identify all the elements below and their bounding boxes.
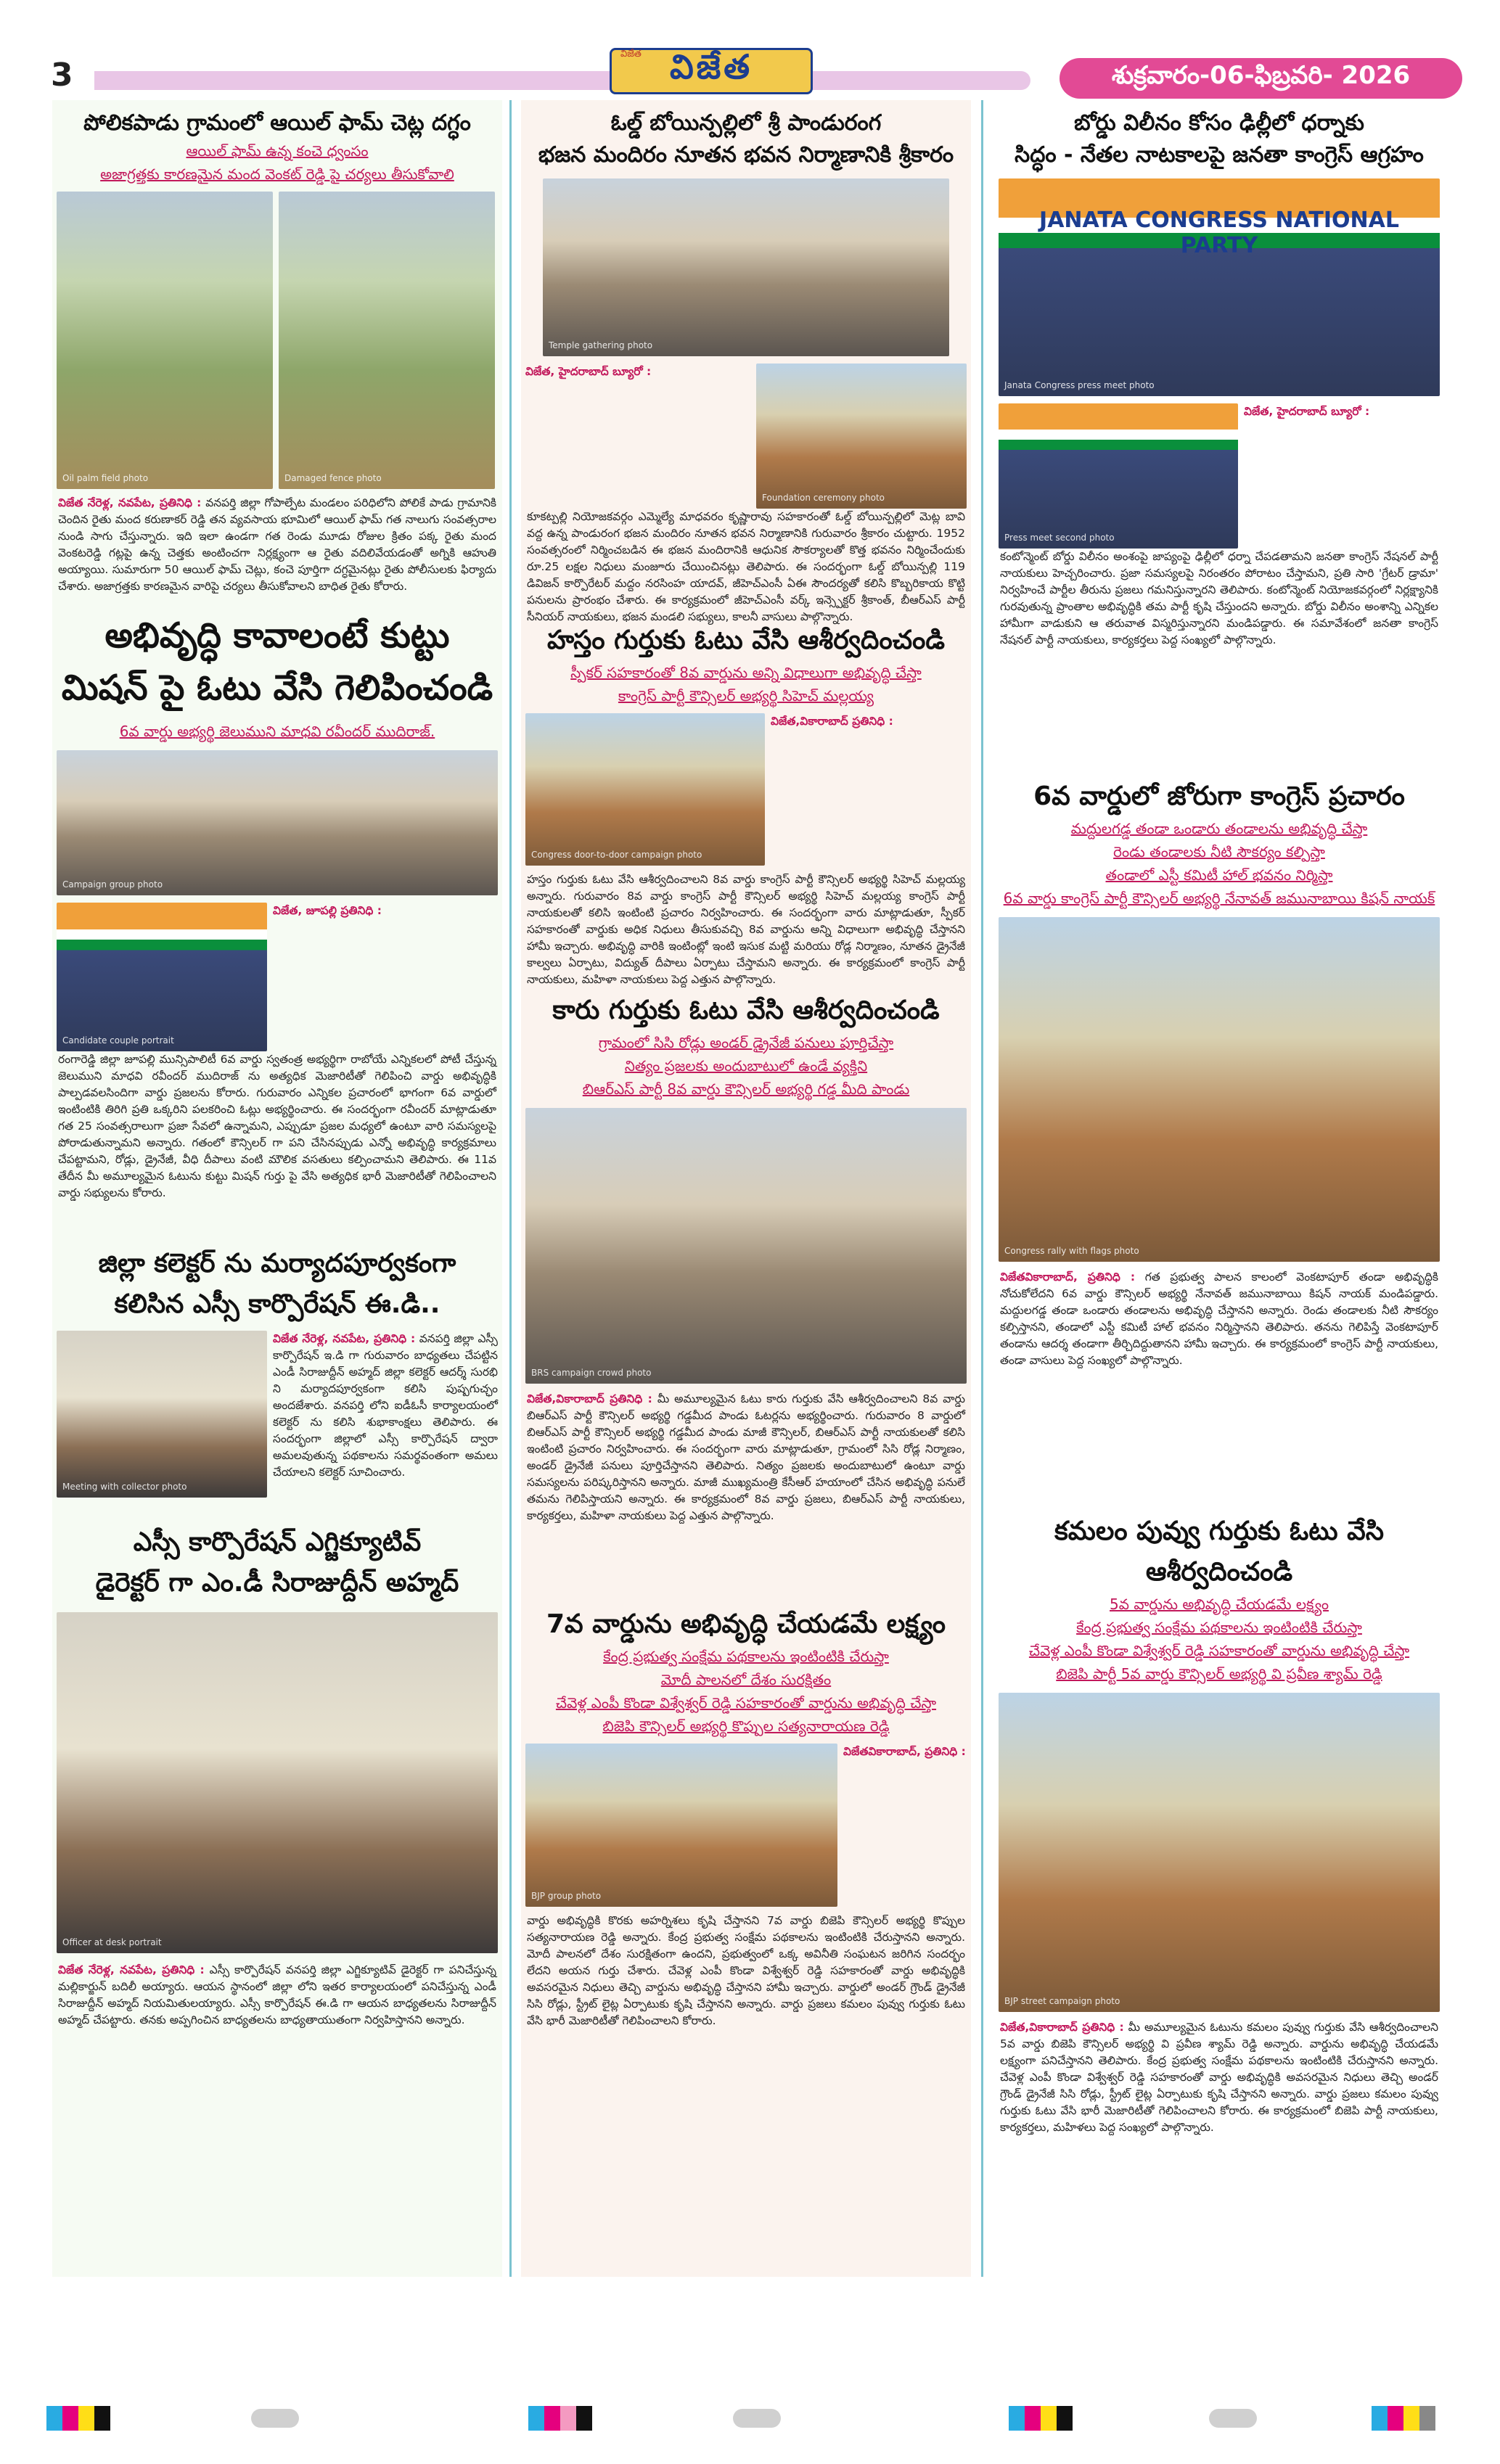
article-body: విజేత నేరెళ్ల, నవపేట, ప్రతినిధి : ఎస్సీ కార్పొరేషన్ వనపర్తి జిల్లా ఎగ్జిక్యూటివ్ డైరెక్టర్ గా పనిచేస్తున్న మల్లికార్జున్ బదిలీ అయ్యారు. ఆయన స్థానంలో జిల్లా లోని ఇతర కార్యాలయంలో పనిచేస్తున్న ఎండీ సిరాజుద్దీన్ అహ్మద్ నియమితులయ్యారు. ఎస్సీ కార్పొరేషన్ ఈ.డి గా ఆయన బాధ్యతలను సిరాజుద్దీన్ అహ్మద్ చేపట్టారు. తనకు అప్పగించిన బాధ్యతలను బాధ్యతాయుతంగా నిర్వహిస్తానని అన్నారు.	[58, 1963, 496, 2026]
article-body-intro	[1244, 403, 1369, 549]
registration-pill	[251, 2409, 299, 2428]
article-body: హస్తం గుర్తుకు ఓటు వేసి ఆశీర్వదించాలని 8వ వార్డు కాంగ్రెస్ పార్టీ కౌన్సిలర్ అభ్యర్థి సిహెచ్ మల్లయ్య అన్నారు. గురువారం 8వ వార్డు కాంగ్రెస్ పార్టీ కౌన్సిలర్ అభ్యర్థి సిహెచ్ మల్లయ్య కాంగ్రెస్ పార్టీ నాయకులతో కలిసి ఇంటింటి ప్రచారం నిర్వహించారు. ఈ సందర్భంగా వారు మాట్లాడుతూ, స్పీకర్ సహకారంతో వార్డుకు అధిక నిధులు తీసుకువచ్చి 8వ వార్డును అన్ని విధాలుగా అభివృద్ధి చేస్తానని హామీ ఇచ్చారు. అభివృద్ధి వారికి ఇంటింట్లో ఇంటి ఇసుక మట్టి మరియు రోడ్ల నిర్మాణం, నూతన డ్రైనేజీ కాల్వలు ఏర్పాటు, విద్యుత్ దీపాలు ఏర్పాటు చేస్తామని అన్నారు. ఈ కార్యక్రమంలో కాంగ్రెస్ పార్టీ నాయకులు, మహిళా నాయకులు పెద్ద ఎత్తున పాల్గొన్నారు.	[527, 873, 965, 986]
subheadline: బిజెపి కౌన్సిలర్ అభ్యర్థి కొప్పుల సత్యనారాయణ రెడ్డి	[602, 1717, 890, 1735]
dateline: విజేత నేరెళ్ల, నవపేట, ప్రతినిధి :	[58, 496, 202, 509]
banner-text: JANATA CONGRESS NATIONAL PARTY	[1039, 208, 1399, 258]
subheadline: 6వ వార్డు కాంగ్రెస్ పార్టీ కౌన్సిలర్ అభ్యర్థి నేనావత్ జమునాబాయి కిషన్ నాయక్	[1003, 890, 1435, 907]
story-sc-corporation-director	[52, 1522, 502, 2049]
article-body: విజేత,వికారాబాద్ ప్రతినిధి : మీ అమూల్యమైన ఓటును కమలం పువ్వు గుర్తుకు వేసి ఆశీర్వదించాలని 5వ వార్డు బిజెపి కౌన్సిలర్ అభ్యర్థి వి ప్రవీణ శ్యామ్ రెడ్డి అన్నారు. వార్డును అభివృద్ధి చేయడమే లక్ష్యంగా పనిచేస్తానని తెలిపారు. కేంద్ర ప్రభుత్వ సంక్షేమ పథకాలను ఇంటింటికి చేరుస్తానని అన్నారు. చేవెళ్ల ఎంపీ కొండా విశ్వేశ్వర్ రెడ్డి సహకారంతో వార్డు అభివృద్ధికి అవసరమైన నిధులు తెచ్చి అండర్ గ్రౌండ్ డ్రైనేజీ సిసి రోడ్లు, స్ట్రీట్ లైట్ల ఏర్పాటుకు కృషి చేస్తానని అన్నారు. వార్డు ప్రజలు కమలం పువ్వు గుర్తుకు ఓటు వేసి భారీ మెజారిటీతో గెలిపించాలని కోరారు. ఈ కార్యక్రమంలో బిజెపి పార్టీ నాయకులు, కార్యకర్తలు, మహిళలు పెద్ద సంఖ్యలో పాల్గొన్నారు.	[1000, 2021, 1438, 2134]
story-car-symbol	[521, 990, 971, 1594]
article-body: రంగారెడ్డి జిల్లా జూపల్లి మున్సిపాలిటీ 6వ వార్డు స్వతంత్ర అభ్యర్థిగా రాబోయే ఎన్నికలలో పోటీ చేస్తున్న జెలుముని మాధవి రవీందర్ ముదిరాజ్ ను అత్యధిక మెజారిటీతో గెలిపించి వార్డు అభివృద్ధికి పాల్పడవలసిందిగా వార్డు ప్రజలను కోరారు. గురువారం ఎన్నికల ప్రచారంలో భాగంగా 6వ వార్డులో ఇంటింటికి తిరిగి ప్రతి ఒక్కరిని పలకరించి ఓట్లు అభ్యర్థించారు. ఈ సందర్భంగా రవీందర్ మాట్లాడుతూ గత 25 సంవత్సరాలుగా ప్రజా సేవలో ఉన్నామని, ఎప్పుడూ ప్రజల మధ్యలో ఉంటూ వారి సమస్యలపై పోరాడుతున్నామని అన్నారు. గతంలో కౌన్సిలర్ గా పని చేసినప్పుడు ఎన్నో అభివృద్ధి కార్యక్రమాలు చేపట్టామని, రోడ్లు, డ్రైనేజీ, వీధి దీపాలు వంటి మౌలిక వసతులు కల్పించామని తెలిపారు. ఈ 11వ తేదీన మీ అమూల్యమైన ఓటును కుట్టు మిషన్ గుర్తు పై వేసి అత్యధిక భారీ మెజారిటీతో గెలిపించాలని వార్డు సభ్యులను కోరారు.	[58, 1053, 496, 1199]
headline: పోలికపాడు గ్రామంలో ఆయిల్ ఫామ్ చెట్ల దగ్ధం	[83, 110, 471, 136]
subheadline: బిఆర్ఎస్ పార్టీ 8వ వార్డు కౌన్సిలర్ అభ్యర్థి గడ్డ మీది పాండు	[582, 1080, 910, 1098]
photo-campaign-group: Campaign group photo	[57, 750, 498, 895]
headline: భజన మందిరం నూతన భవన నిర్మాణానికి శ్రీకారం	[538, 142, 954, 168]
logo-text: విజేత	[669, 47, 753, 86]
photo-foundation-ceremony: Foundation ceremony photo	[756, 364, 967, 509]
headline: బోర్డు విలీనం కోసం ఢిల్లీలో ధర్నాకు	[1074, 110, 1364, 136]
color-swatches	[46, 2406, 110, 2431]
headline: కలిసిన ఎస్సీ కార్పొరేషన్ ఈ.డి..	[114, 1289, 440, 1319]
headline: జిల్లా కలెక్టర్ ను మర్యాదపూర్వకంగా	[98, 1249, 456, 1278]
article-body: కూకట్పల్లి నియోజకవర్గం ఎమ్మెల్యే మాధవరం కృష్ణారావు సహకారంతో ఓల్డ్ బోయిన్పల్లిలో మెట్ల బావి వద్ద ఉన్న పాండురంగ భజన మందిరం నూతన భవన నిర్మాణానికి గురువారం శ్రీకారం చుట్టారు. 1952 సంవత్సరంలో నిర్మించబడిన ఈ భజన మందిరానికి ఆధునిక సౌకర్యాలతో కొత్త భవనం నిర్మించేందుకు రూ.25 లక్షల నిధులు మంజూరు చేయించినట్లు తెలిపారు. ఈ సందర్భంగా ఓల్డ్ బోయిన్పల్లి 119 డివిజన్ కార్పొరేటర్ మద్దం నరసింహ యాదవ్, జీహెచ్ఎంసీ ఏఈ సౌందర్యతో కలిసి కొబ్బరికాయ కొట్టి పనులను ప్రారంభం చేశారు. ఈ కార్యక్రమంలో జీహెచ్ఎంసీ వర్క్ ఇన్స్పెక్టర్ శ్రీకాంత్, బీఆర్ఎస్ పార్టీ సీనియర్ నాయకులు, భజన మండలి సభ్యులు, కాలనీ వాసులు పాల్గొన్నారు.	[527, 510, 965, 623]
headline: హస్తం గుర్తుకు ఓటు వేసి ఆశీర్వదించండి	[547, 625, 945, 655]
color-swatches	[528, 2406, 592, 2431]
newspaper-logo	[610, 48, 813, 94]
article-body-intro	[771, 713, 893, 866]
subheadline: తండాలో ఎస్టీ కమిటీ హాల్ భవనం నిర్మిస్తా	[1105, 866, 1333, 884]
dateline: విజేత, హైదరాబాద్ బ్యూరో :	[1244, 405, 1370, 418]
column-3	[994, 100, 1444, 2277]
photo-candidate-couple: Candidate couple portrait	[57, 903, 267, 1051]
headline: డైరెక్టర్ గా ఎం.డీ సిరాజుద్దీన్ అహ్మద్	[95, 1568, 459, 1598]
photo-oil-palm-field: Oil palm field photo	[57, 192, 273, 489]
dateline: విజేత, హైదరాబాద్ బ్యూరో :	[525, 365, 652, 378]
column-rule-2	[981, 100, 983, 2277]
story-board-merger	[994, 107, 1444, 766]
column-1	[52, 100, 502, 2277]
photo-officer-at-desk: Officer at desk portrait	[57, 1612, 498, 1953]
subheadline: రెండు తండాలకు నీటి సౌకర్యం కల్పిస్తా	[1113, 843, 1325, 861]
photo-temple-gathering: Temple gathering photo	[543, 178, 949, 356]
subheadline: మోదీ పాలనలో దేశం సురక్షితం	[660, 1671, 832, 1688]
headline: కమలం పువ్వు గుర్తుకు ఓటు వేసి ఆశీర్వదించండి	[1054, 1516, 1385, 1587]
photo-damaged-fence: Damaged fence photo	[279, 192, 495, 489]
dateline: విజేత నేరెళ్ల, నవపేట, ప్రతినిధి :	[58, 1963, 205, 1976]
subheadline: గ్రామంలో సిసి రోడ్లు అండర్ డ్రైనేజీ పనులు పూర్తిచేస్తా	[598, 1034, 894, 1051]
date-banner: శుక్రవారం-06-ఫిబ్రవరి- 2026	[1060, 58, 1462, 99]
photo-collector-meeting: Meeting with collector photo	[57, 1331, 267, 1498]
photo-press-meet-2: Press meet second photo	[999, 403, 1238, 549]
subheadline: బిజెపి పార్టీ 5వ వార్డు కౌన్సిలర్ అభ్యర్థి వి ప్రవీణ శ్యామ్ రెడ్డి	[1056, 1665, 1382, 1683]
article-body: వార్డు అభివృద్ధికి కొరకు అహర్నిశలు కృషి చేస్తానని 7వ వార్డు బిజెపి కౌన్సిలర్ అభ్యర్థి కొప్పుల సత్యనారాయణ రెడ్డి అన్నారు. కేంద్ర ప్రభుత్వ సంక్షేమ పథకాలను ఇంటింటికి చేరుస్తానని అన్నారు. మోదీ పాలనలో దేశం సురక్షితంగా ఉందని, ప్రభుత్వంలో ఒక్క అవినీతి సంఘటన జరిగిన సందర్భం లేదని అయన గుర్తు చేశారు. చేవెళ్ల ఎంపీ కొండా విశ్వేశ్వర్ రెడ్డి సహకారంతో వార్డు అభివృద్ధికి అవసరమైన నిధులు తెచ్చి వార్డును అభివృద్ధి చేస్తానని హామీ ఇచ్చారు. వార్డులో అండర్ గ్రౌండ్ డ్రైనేజీ సిసి రోడ్లు, స్ట్రీట్ లైట్ల ఏర్పాటుకు కృషి చేస్తానని అన్నారు. వార్డు ప్రజలు కమలం పువ్వు గుర్తుకు ఓటు వేసి భారీ మెజారిటీతో గెలిపించాలని కోరారు.	[527, 1914, 965, 2027]
headline: కారు గుర్తుకు ఓటు వేసి ఆశీర్వదించండి	[552, 995, 940, 1025]
headline: 6వ వార్డులో జోరుగా కాంగ్రెస్ ప్రచారం	[1033, 781, 1405, 811]
logo-sup: విజేత	[620, 49, 642, 59]
headline: మిషన్ పై ఓటు వేసి గెలిపించండి	[61, 668, 493, 708]
article-body-intro	[843, 1744, 966, 1907]
color-swatches	[1009, 2406, 1073, 2431]
dateline: విజేత, జూపల్లి ప్రతినిధి :	[273, 904, 382, 917]
dateline: విజేతవికారాబాద్, ప్రతినిధి :	[1000, 1270, 1136, 1284]
subheadline: కేంద్ర ప్రభుత్వ సంక్షేమ పథకాలను ఇంటింటికి చేరుస్తా	[1076, 1619, 1362, 1636]
dateline: విజేతవికారాబాద్, ప్రతినిధి :	[843, 1745, 966, 1758]
column-2	[521, 100, 971, 2277]
article-body: కంటోన్మెంట్ బోర్డు విలీనం అంశంపై జాప్యంపై ఢిల్లీలో ధర్నా చేపడతామని జనతా కాంగ్రెస్ నేషనల్ పార్టీ నాయకులు హెచ్చరించారు. ప్రజా సమస్యలపై నిరంతరం పోరాటం చేస్తామని, ప్రతి సారి 'గ్రేటర్ డ్రామా' నిర్వహించే పార్టీల తీరును ప్రజలు గమనిస్తున్నారని తెలిపారు. కంటోన్మెంట్ నియోజకవర్గంలో నిర్లక్ష్యానికి గురవుతున్న ప్రాంతాల అభివృద్ధికి తమ పార్టీ కృషి చేస్తుందని అన్నారు. బోర్డు విలీనం అంశాన్ని ఎన్నికల హామీగా వాడుకుని ఆ తరువాత విస్మరిస్తున్నారని మండిపడ్డారు. ఈ సమావేశంలో జనతా కాంగ్రెస్ నేషనల్ పార్టీ నాయకులు, కార్యకర్తలు పెద్ద సంఖ్యలో పాల్గొన్నారు.	[1000, 550, 1438, 646]
subheadline: అజాగ్రత్తకు కారణమైన మంద వెంకట్ రెడ్డి పై చర్యలు తీసుకోవాలి	[100, 165, 454, 183]
subheadline: స్పీకర్ సహకారంతో 8వ వార్డును అన్ని విధాలుగా అభివృద్ధి చేస్తా	[570, 664, 922, 681]
headline: ఎస్సీ కార్పొరేషన్ ఎగ్జిక్యూటివ్	[133, 1527, 422, 1557]
subheadline: 5వ వార్డును అభివృద్ధి చేయడమే లక్ష్యం	[1110, 1596, 1329, 1613]
photo-bjp-street-campaign: BJP street campaign photo	[999, 1693, 1440, 2012]
registration-pill	[1209, 2409, 1257, 2428]
story-ward-7	[521, 1604, 971, 2029]
story-bhajan-mandir	[521, 107, 971, 623]
story-sewing-machine	[52, 609, 502, 1229]
dateline: విజేత,వికారాబాద్ ప్రతినిధి :	[1000, 2021, 1124, 2034]
dateline: విజేత,వికారాబాద్ ప్రతినిధి :	[527, 1392, 652, 1405]
story-collector-meeting	[52, 1244, 502, 1503]
page-number: 3	[51, 57, 87, 96]
registration-pill	[733, 2409, 781, 2428]
photo-bjp-group: BJP group photo	[525, 1744, 837, 1907]
masthead	[0, 0, 1500, 94]
subheadline: చేవెళ్ల ఎంపీ కొండా విశ్వేశ్వర్ రెడ్డి సహకారంతో వార్డును అభివృద్ధి చేస్తా	[1028, 1642, 1410, 1659]
story-lotus-symbol	[994, 1511, 1444, 2193]
photo-congress-campaign: Congress door-to-door campaign photo	[525, 713, 765, 866]
column-rule-1	[509, 100, 512, 2277]
headline: 7వ వార్డును అభివృద్ధి చేయడమే లక్ష్యం	[546, 1609, 946, 1639]
color-swatches	[1372, 2406, 1435, 2431]
headline: సిద్ధం - నేతల నాటకాలపై జనతా కాంగ్రెస్ ఆగ్రహం	[1015, 142, 1424, 168]
subheadline: ఆయిల్ ఫామ్ ఉన్న కంచె ధ్వంసం	[186, 142, 369, 160]
article-body: విజేత నేరెళ్ల, నవపేట, ప్రతినిధి : వనపర్తి జిల్లా గోపాల్పేట మండలం పరిధిలోని పోలికే పాడు గ్రామానికి చెందిన రైతు మంద కరుణాకర్ రెడ్డి తన వ్యవసాయ భూమిలో ఆయిల్ ఫామ్ గత నాలుగు సంవత్సరాల నుండి సాగు చేస్తున్నారు. ఇది ఇలా ఉండగా గత రెండు మూడు రోజుల క్రితం పక్క రైతు మంద వెంకటరెడ్డి గట్లపై ఉన్న చెత్తకు అంటించగా నిర్లక్ష్యంగా ఆ రైతు వదిలివేయడంతో అగ్నికి ఆహుతి అయ్యాయి. సుమారుగా 50 ఆయిల్ ఫామ్ చెట్లు, కంచె పూర్తిగా దగ్ధమైనట్లు రైతు పోలీసులకు ఫిర్యాదు చేశారు. అజాగ్రత్తకు కారణమైన వారిపై చర్యలు తీసుకోవాలని బాధిత రైతు కోరారు.	[58, 496, 496, 593]
subheadline: కాంగ్రెస్ పార్టీ కౌన్సిలర్ అభ్యర్థి సిహెచ్ మల్లయ్య	[618, 687, 874, 705]
article-body-intro	[273, 903, 382, 1051]
dateline: విజేత,వికారాబాద్ ప్రతినిధి :	[771, 715, 893, 728]
headline: ఓల్డ్ బోయిన్పల్లిలో శ్రీ పాండురంగ	[610, 110, 882, 136]
story-ward-6-congress	[994, 776, 1444, 1501]
subheadline: మద్దులగడ్డ తండా ఒండారు తండాలను అభివృద్ధి చేస్తా	[1070, 820, 1368, 837]
subheadline: చేవెళ్ల ఎంపీ కొండా విశ్వేశ్వర్ రెడ్డి సహకారంతో వార్డును అభివృద్ధి చేస్తా	[555, 1694, 937, 1712]
dateline: విజేత నేరెళ్ల, నవపేట, ప్రతినిధి :	[273, 1332, 416, 1345]
article-body: విజేత నేరెళ్ల, నవపేట, ప్రతినిధి : వనపర్తి జిల్లా ఎస్సీ కార్పొరేషన్ ఇ.డి గా గురువారం బాధ్యతలు చేపట్టిన ఎండీ సిరాజుద్దీన్ అహ్మద్ జిల్లా కలెక్టర్ ఆదర్శ్ సురభి ని మర్యాదపూర్వకంగా కలిసి పుష్పగుచ్ఛం అందజేశారు. వనపర్తి లోని ఐడీఓసీ కార్యాలయంలో కలెక్టర్ ను కలిసి శుభాకాంక్షలు తెలిపారు. ఈ సందర్భంగా జిల్లాలో ఎస్సీ కార్పొరేషన్ ద్వారా అమలవుతున్న పథకాలను సమర్థవంతంగా అమలు చేయాలని కలెక్టర్ సూచించారు.	[273, 1332, 498, 1479]
header-rule	[94, 71, 1030, 90]
subheadline: 6వ వార్డు అభ్యర్థి జెలుముని మాధవి రవీందర్ ముదిరాజ్.	[119, 723, 435, 740]
subheadline: కేంద్ర ప్రభుత్వ సంక్షేమ పథకాలను ఇంటింటికి చేరుస్తా	[603, 1648, 889, 1665]
article-body: విజేత,వికారాబాద్ ప్రతినిధి : మీ అమూల్యమైన ఓటు కారు గుర్తుకు వేసి ఆశీర్వదించాలని 8వ వార్డు బిఆర్ఎస్ పార్టీ కౌన్సిలర్ అభ్యర్థి గడ్డమీద పాండు ఓటర్లను అభ్యర్థించారు. గురువారం 8 వార్డులో బిఆర్ఎస్ పార్టీ కౌన్సిలర్ అభ్యర్థి గడ్డమీద పాండు మాజీ కౌన్సిలర్, బిఆర్ఎస్ పార్టీ నాయకులతో కలిసి ఇంటింటి ప్రచారం నిర్వహించారు. ఈ సందర్భంగా వారు మాట్లాడుతూ, గ్రామంలో సిసి రోడ్ల నిర్మాణం, అండర్ డ్రైనేజీ పనులు పూర్తిచేస్తానని తెలిపారు. నిత్యం ప్రజలకు అందుబాటులో ఉంటూ వార్డు సమస్యలను పరిష్కరిస్తానని అన్నారు. మాజీ ముఖ్యమంత్రి కేసీఆర్ హయాంలో చేసిన అభివృద్ధి పనులే తమను గెలిపిస్తాయని అన్నారు. ఈ కార్యక్రమంలో 8వ వార్డు ప్రజలు, బిఆర్ఎస్ పార్టీ నాయకులు, కార్యకర్తలు, మహిళా నాయకులు పెద్ద ఎత్తున పాల్గొన్నారు.	[527, 1392, 966, 1522]
article-body: విజేతవికారాబాద్, ప్రతినిధి : గత ప్రభుత్వ పాలన కాలంలో వెంకటాపూర్ తండా అభివృద్ధికి నోచుకోలేదని 6వ వార్డు కౌన్సిలర్ అభ్యర్థి నేనావత్ జమునాబాయి కిషన్ నాయక్ మండిపడ్డారు. మద్దులగడ్డ తండా ఒండారు తండాలను అభివృద్ధి చేస్తానని అన్నారు. రెండు తండాలకు నీటి సౌకర్యం కల్పిస్తానని, తండాలో ఎస్టీ కమిటీ హాల్ భవనం నిర్మిస్తానని తెలిపారు. తనను గెలిపిస్తే వెంకటాపూర్ తండాను ఆదర్శ తండాగా తీర్చిదిద్దుతానని హామీ ఇచ్చారు. ఈ కార్యక్రమంలో కాంగ్రెస్ పార్టీ నాయకులు, తండా వాసులు పెద్ద సంఖ్యలో పాల్గొన్నారు.	[1000, 1270, 1439, 1367]
story-oil-palm	[52, 107, 502, 595]
photo-janata-congress-press-meet: JANATA CONGRESS NATIONAL PARTY Janata Congress press meet photo	[999, 178, 1440, 396]
headline: అభివృద్ధి కావాలంటే కుట్టు	[104, 615, 450, 656]
story-hand-symbol	[521, 620, 971, 986]
photo-brs-campaign: BRS campaign crowd photo	[525, 1108, 967, 1384]
print-registration-marks	[0, 2406, 1500, 2435]
subheadline: నిత్యం ప్రజలకు అందుబాటులో ఉండే వ్యక్తిని	[624, 1057, 868, 1075]
article-body-intro	[525, 364, 750, 509]
photo-congress-rally: Congress rally with flags photo	[999, 917, 1440, 1262]
